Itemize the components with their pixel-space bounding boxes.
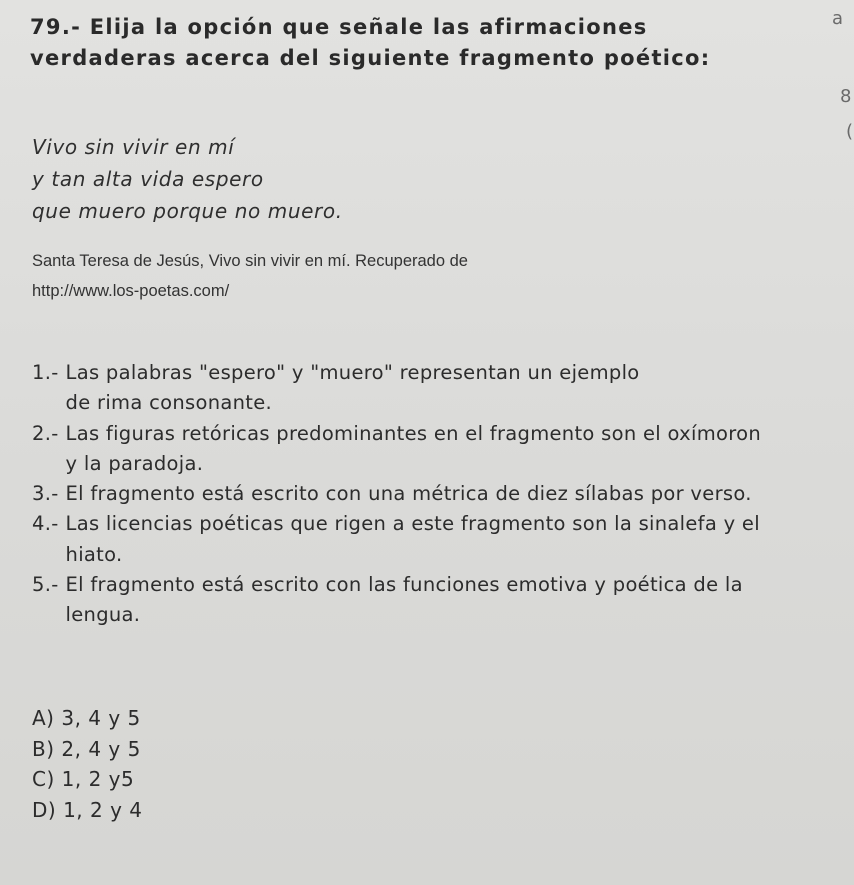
statement-number: 5.- [32, 573, 59, 597]
poem-line-1: Vivo sin vivir en mí [32, 135, 235, 159]
option-c[interactable] [32, 764, 143, 795]
statement-text: El fragmento está escrito con las funciones emotiva y poética de la lengua. [65, 573, 743, 627]
option-b[interactable] [32, 734, 143, 765]
question-title [30, 12, 790, 74]
statement-item [32, 479, 822, 509]
statement-item [32, 509, 822, 570]
statement-item [32, 570, 822, 631]
statement-text: Las licencias poéticas que rigen a este fragmento son la sinalefa y el hiato. [65, 512, 760, 566]
margin-mark-a: a [832, 8, 844, 29]
question-text: Elija la opción que señale las afirmaciones verdaderas acerca del siguiente fragmento poético: [30, 15, 711, 70]
option-text: 2, 4 y 5 [61, 736, 141, 761]
option-letter: B) [32, 736, 55, 761]
statement-text: Las palabras "espero" y "muero" representan un ejemplo de rima consonante. [65, 361, 640, 415]
option-text: 3, 4 y 5 [61, 706, 141, 730]
margin-mark-8: 8 [840, 86, 852, 107]
citation [32, 246, 468, 306]
option-letter: D) [32, 797, 57, 822]
statement-number: 3.- [32, 482, 59, 506]
margin-mark-paren: ( [846, 121, 854, 142]
statement-number: 4.- [32, 512, 59, 536]
citation-url: http://www.los-poetas.com/ [32, 282, 230, 300]
statement-item [32, 419, 822, 480]
option-d[interactable] [32, 795, 143, 826]
question-number: 79.- [30, 15, 82, 39]
option-text: 1, 2 y 4 [63, 797, 143, 822]
option-a[interactable] [32, 703, 143, 734]
statement-item [32, 358, 822, 419]
option-text: 1, 2 y5 [61, 767, 135, 791]
statement-number: 1.- [32, 361, 59, 384]
statement-number: 2.- [32, 421, 59, 445]
answer-options [32, 703, 143, 825]
option-letter: A) [32, 706, 55, 730]
poem-line-2: y tan alta vida espero [32, 167, 264, 191]
statement-text: El fragmento está escrito con una métrica de diez sílabas por verso. [65, 482, 752, 506]
poem-line-3: que muero porque no muero. [32, 199, 343, 223]
poem-fragment [32, 131, 343, 227]
statement-text: Las figuras retóricas predominantes en el fragmento son el oxímoron y la paradoja. [65, 421, 761, 475]
citation-source: Santa Teresa de Jesús, Vivo sin vivir en mí. Recuperado de [32, 252, 468, 270]
statement-list [32, 358, 822, 631]
option-letter: C) [32, 767, 55, 791]
